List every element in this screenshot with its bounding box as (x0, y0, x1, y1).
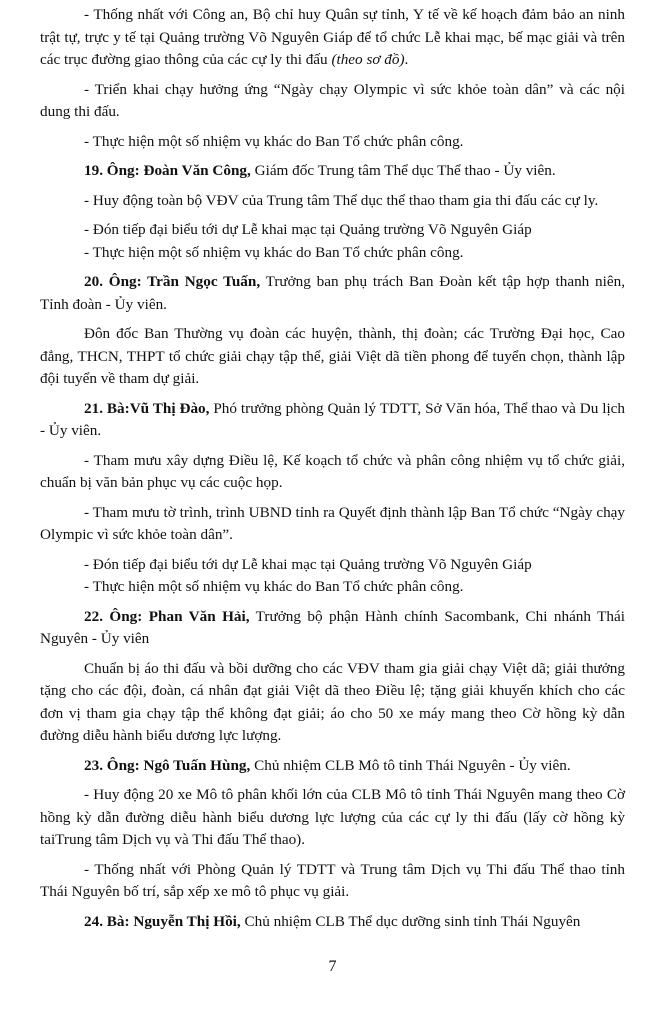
assignee-name: 19. Ông: Đoàn Văn Công, (84, 162, 251, 179)
document-body (40, 4, 625, 933)
body-paragraph (40, 502, 625, 547)
italic-note: (theo sơ đồ) (331, 51, 405, 68)
paragraph-text: - Triển khai chạy hưởng ứng “Ngày chạy Olympic vì sức khỏe toàn dân” và các nội dung thi đấu. (40, 80, 625, 120)
paragraph-text: Chuẩn bị áo thi đấu và bồi dưỡng cho các VĐV tham gia giải chạy Việt dã; giải thưởng tặng cho các đội, đoàn, cá nhân đạt giải Việt dã theo Điều lệ; tặng giải khuyến khích cho các đơn vị tham gia chạy tập thể không đạt giải; áo cho 50 xe máy mang theo Cờ hồng kỳ dẫn đường diễu hành biểu dương lực lượng. (40, 659, 625, 744)
body-paragraph (40, 554, 625, 577)
body-paragraph (40, 658, 625, 748)
assignee-heading-paragraph (40, 271, 625, 316)
body-paragraph (40, 784, 625, 852)
body-paragraph (40, 576, 625, 599)
paragraph-text: Trưởng bộ phận Hành chính Sacombank, Chi nhánh Thái Nguyên - Ủy viên (40, 607, 625, 647)
body-paragraph (40, 859, 625, 904)
assignee-name: 21. Bà:Vũ Thị Đào, (84, 399, 210, 417)
paragraph-text: Giám đốc Trung tâm Thể dục Thể thao - Ủy viên. (250, 162, 556, 179)
assignee-name: 22. Ông: Phan Văn Hải, (84, 607, 250, 625)
paragraph-text: Phó trưởng phòng Quản lý TDTT, Sở Văn hóa, Thể thao và Du lịch - Ủy viên. (40, 399, 626, 439)
paragraph-text: - Huy động toàn bộ VĐV của Trung tâm Thể dục thể thao tham gia thi đấu các cự ly. (84, 191, 599, 209)
assignee-name: 23. Ông: Ngô Tuấn Hùng, (84, 756, 251, 774)
assignee-heading-paragraph (40, 160, 625, 183)
paragraph-text: - Tham mưu xây dựng Điều lệ, Kế koạch tổ chức và phân công nhiệm vụ tổ chức giải, chuẩn bị văn bản phục vụ các cuộc họp. (40, 451, 625, 491)
paragraph-text: - Huy động 20 xe Mô tô phân khối lớn của CLB Mô tô tỉnh Thái Nguyên mang theo Cờ hồng kỳ dẫn đường diễu hành biểu dương lực lượng của các cự ly thi đấu (lấy cờ hồng kỳ taiTrung tâm Dịch vụ và Thi đấu Thể thao). (40, 786, 625, 848)
body-paragraph (40, 242, 625, 265)
body-paragraph (40, 79, 625, 124)
assignee-heading-paragraph (40, 606, 625, 651)
page-number: 7 (328, 958, 337, 975)
assignee-heading-paragraph (40, 755, 625, 778)
paragraph-text: - Thực hiện một số nhiệm vụ khác do Ban Tổ chức phân công. (84, 243, 464, 261)
paragraph-text: - Đón tiếp đại biểu tới dự Lễ khai mạc tại Quảng trường Võ Nguyên Giáp (84, 221, 532, 238)
paragraph-text: - Thống nhất với Phòng Quản lý TDTT và Trung tâm Dịch vụ Thi đấu Thể thao tỉnh Thái Nguyên bố trí, sắp xếp xe mô tô phục vụ giải. (40, 860, 625, 900)
body-paragraph (40, 323, 625, 391)
paragraph-text: - Thực hiện một số nhiệm vụ khác do Ban Tổ chức phân công. (84, 132, 464, 150)
paragraph-text: - Đón tiếp đại biểu tới dự Lễ khai mạc tại Quảng trường Võ Nguyên Giáp (84, 555, 532, 573)
body-paragraph (40, 131, 625, 154)
body-paragraph (40, 450, 625, 495)
paragraph-text: Chủ nhiệm CLB Mô tô tỉnh Thái Nguyên - Ủy viên. (250, 756, 571, 774)
assignee-heading-paragraph (40, 398, 625, 443)
assignee-heading-paragraph (40, 911, 625, 934)
assignee-name: 20. Ông: Trần Ngọc Tuấn, (84, 273, 261, 290)
body-paragraph (40, 219, 625, 242)
paragraph-text: Chủ nhiệm CLB Thể dục dưỡng sinh tỉnh Thái Nguyên (240, 912, 581, 930)
paragraph-text: - Thực hiện một số nhiệm vụ khác do Ban Tổ chức phân công. (84, 578, 464, 595)
assignee-name: 24. Bà: Nguyễn Thị Hồi, (84, 912, 241, 930)
paragraph-text: - Thống nhất với Công an, Bộ chỉ huy Quân sự tỉnh, Y tế về kế hoạch đảm bảo an ninh trật tự, trực y tế tại Quảng trường Võ Nguyên Giáp để tổ chức Lễ khai mạc, bế mạc giải và trên các trục đường giao thông của các cự ly thi đấu (40, 6, 625, 68)
paragraph-tail: . (404, 51, 409, 68)
body-paragraph (40, 4, 625, 72)
paragraph-text: - Tham mưu tờ trình, trình UBND tỉnh ra Quyết định thành lập Ban Tổ chức “Ngày chạy Olympic vì sức khỏe toàn dân”. (40, 503, 625, 543)
paragraph-text: Trưởng ban phụ trách Ban Đoàn kết tập hợp thanh niên, Tỉnh đoàn - Ủy viên. (40, 273, 625, 313)
paragraph-text: Đôn đốc Ban Thường vụ đoàn các huyện, thành, thị đoàn; các Trường Đại học, Cao đẳng, THCN, THPT tổ chức giải chạy tập thể, giải Việt dã tiền phong để tuyển chọn, thành lập đội tuyển về tham dự giải. (40, 325, 625, 387)
body-paragraph (40, 190, 625, 213)
